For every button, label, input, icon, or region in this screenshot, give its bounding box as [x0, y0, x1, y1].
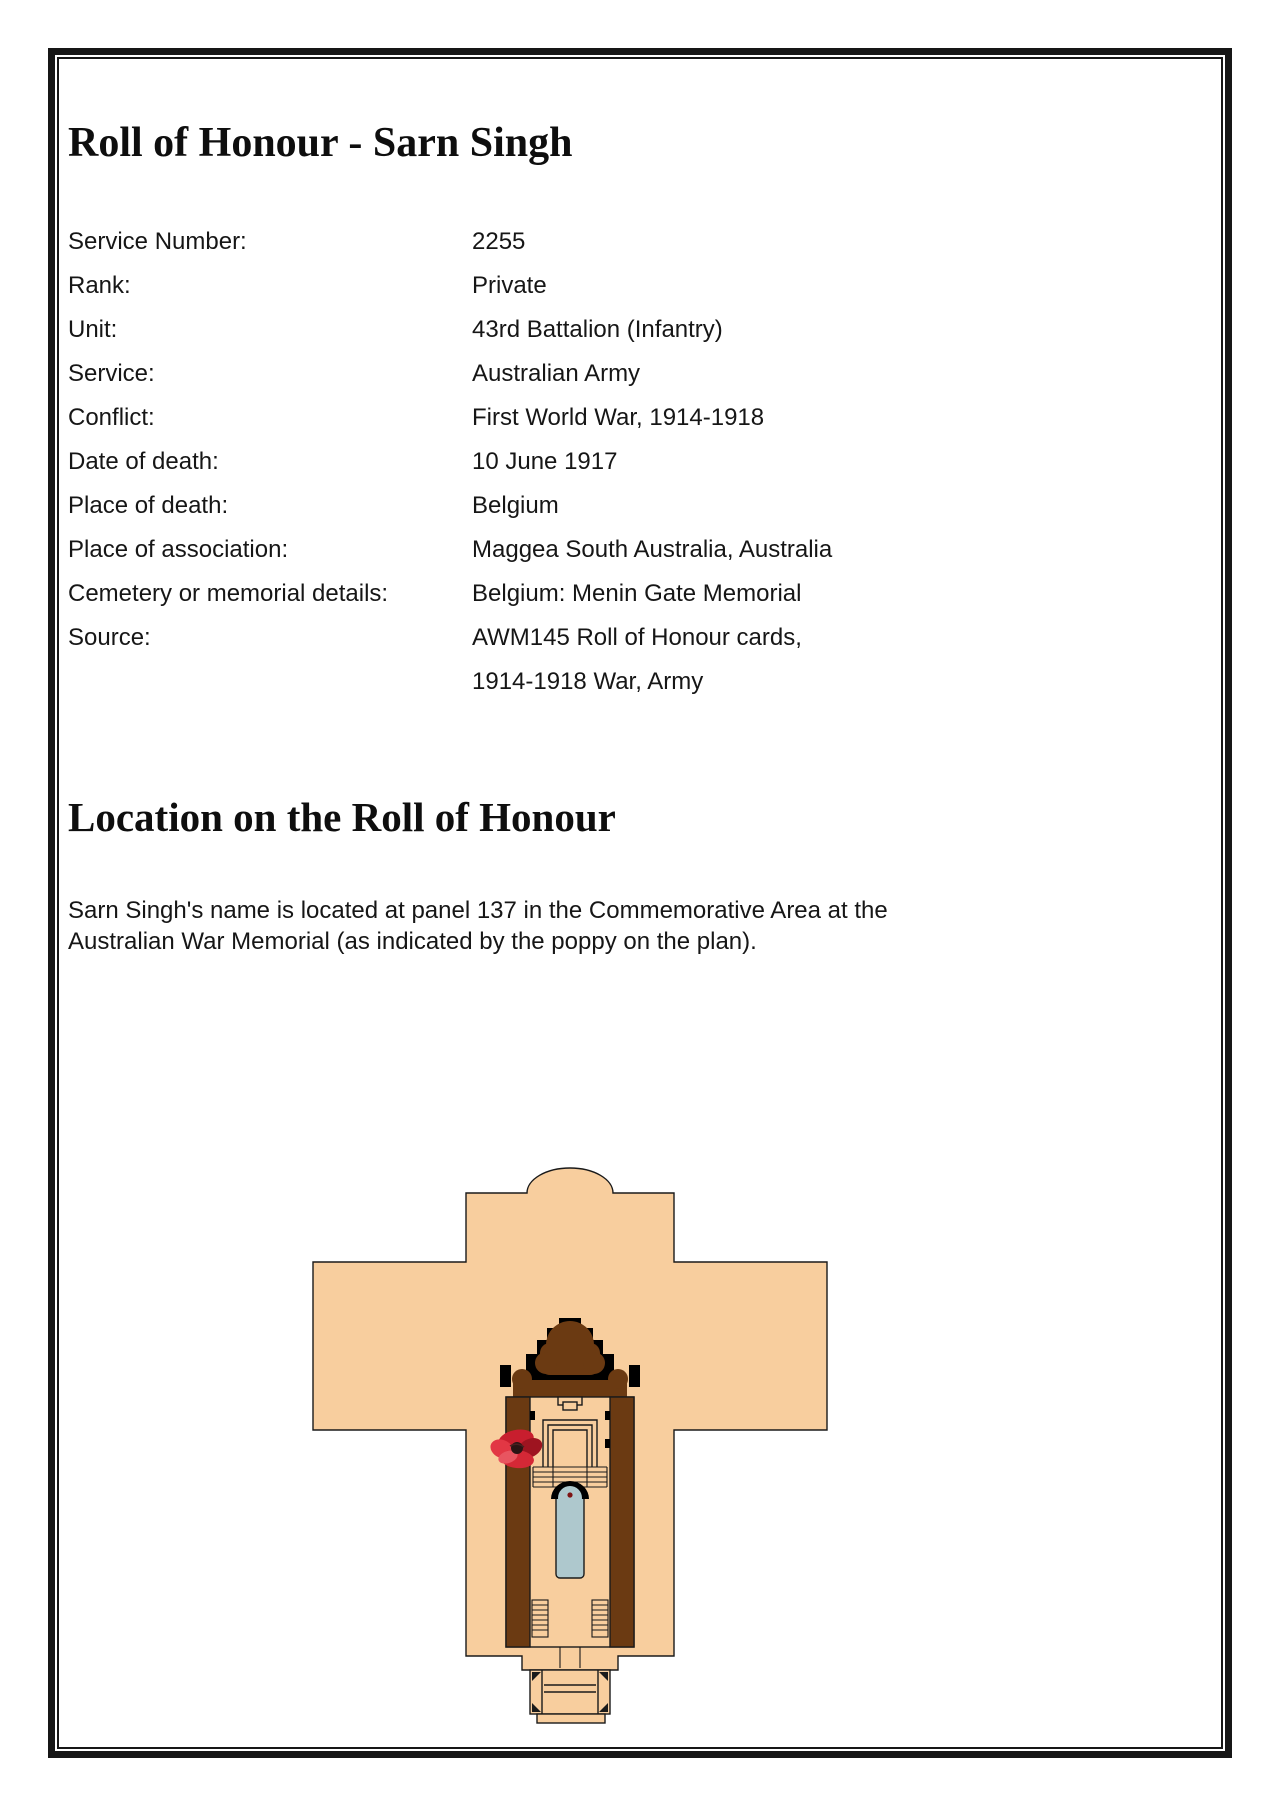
field-row: [68, 352, 1068, 396]
hall-column-left: [512, 1369, 532, 1389]
field-value: 10 June 1917: [472, 448, 618, 475]
field-label: Service:: [68, 360, 155, 387]
field-row: [68, 440, 1068, 484]
field-label: Rank:: [68, 272, 131, 299]
page-title: Roll of Honour - Sarn Singh: [68, 120, 573, 166]
lower-stairs-left: [532, 1600, 548, 1637]
field-label: Place of association:: [68, 536, 289, 563]
field-value: Maggea South Australia, Australia: [472, 536, 833, 563]
field-value: 1914-1918 War, Army: [472, 668, 704, 695]
field-value: 2255: [472, 228, 526, 255]
field-row: [68, 264, 1068, 308]
field-value: First World War, 1914-1918: [472, 404, 765, 431]
field-value: 43rd Battalion (Infantry): [472, 316, 723, 343]
field-value: Belgium: Menin Gate Memorial: [472, 580, 802, 607]
field-row: [68, 572, 1068, 616]
entrance-base-step: [537, 1714, 605, 1723]
field-label: Cemetery or memorial details:: [68, 580, 389, 607]
field-label: [68, 660, 472, 704]
field-row: [68, 660, 1068, 704]
memorial-floor-plan: [311, 1166, 829, 1725]
lower-stairs-right: [592, 1600, 608, 1637]
field-value: AWM145 Roll of Honour cards,: [472, 624, 802, 651]
field-value: Australian Army: [472, 360, 641, 387]
field-label: Date of death:: [68, 448, 219, 475]
field-label: Place of death:: [68, 492, 229, 519]
field-label: Service Number:: [68, 228, 247, 255]
location-paragraph: Sarn Singh's name is located at panel 137 in the Commemorative Area at the Australian War Memorial (as indicated by the poppy on the plan).: [68, 897, 888, 955]
field-row: [68, 220, 1068, 264]
field-row: [68, 616, 1068, 660]
field-value: Private: [472, 272, 547, 299]
field-row: [68, 396, 1068, 440]
field-label: Source:: [68, 624, 151, 651]
plan-root: [313, 1168, 827, 1723]
field-row: [68, 528, 1068, 572]
field-label: Conflict:: [68, 404, 155, 431]
page-border: [48, 48, 1232, 1758]
cloister-gallery-right: [610, 1397, 634, 1647]
service-record-fields: [68, 220, 1068, 704]
field-label: Unit:: [68, 316, 118, 343]
building-outline: [313, 1168, 827, 1670]
field-row: [68, 484, 1068, 528]
eternal-flame-dot: [567, 1492, 572, 1497]
hall-column-right: [608, 1369, 628, 1389]
section-title: Location on the Roll of Honour: [68, 794, 616, 840]
document: [57, 57, 1223, 1749]
field-row: [68, 308, 1068, 352]
field-value: Belgium: [472, 492, 559, 519]
entrance-vestibule: [530, 1670, 610, 1723]
